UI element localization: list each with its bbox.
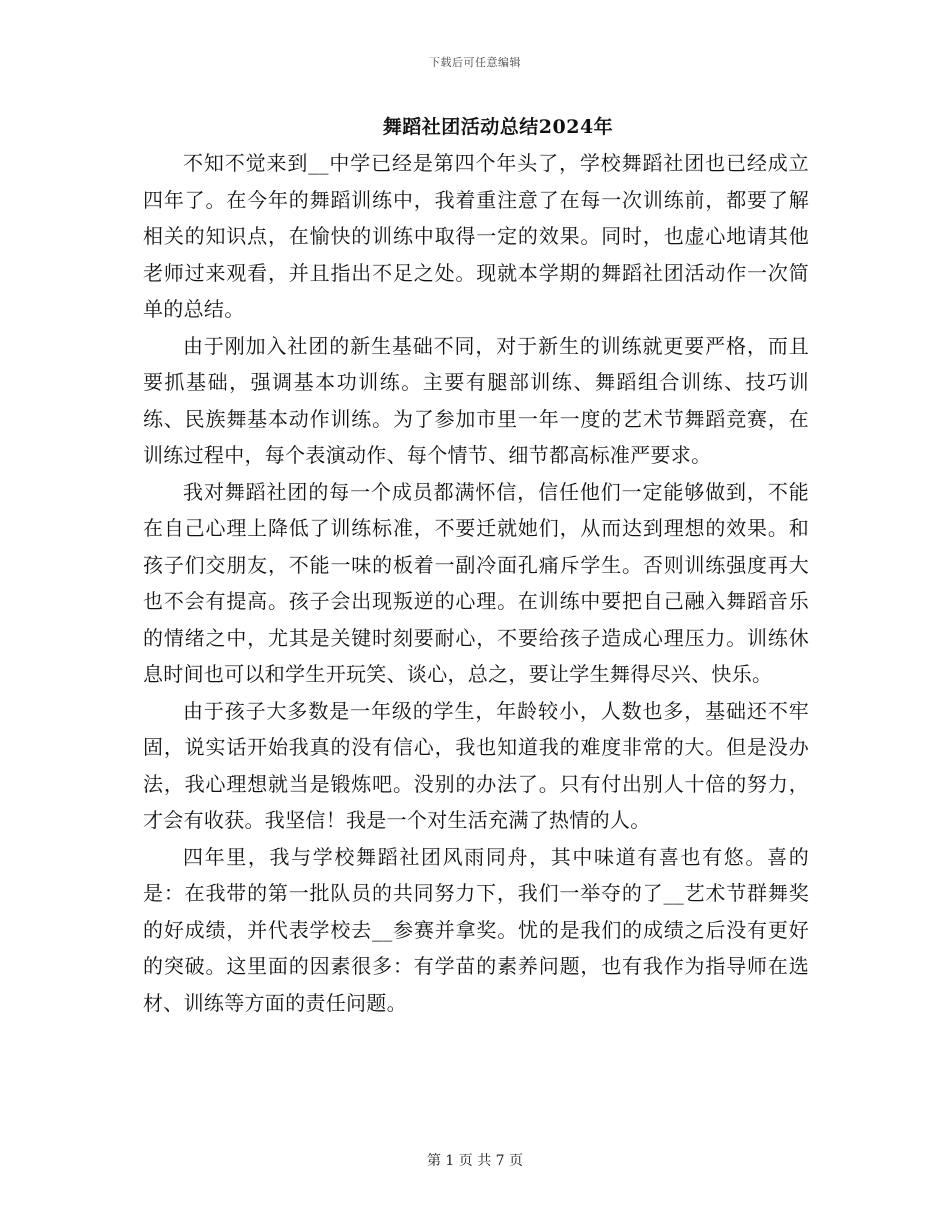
header-note: 下载后可任意编辑: [429, 56, 521, 69]
paragraph: 我对舞蹈社团的每一个成员都满怀信，信任他们一定能够做到，不能在自己心理上降低了训练标准，不要迁就她们，从而达到理想的效果。和孩子们交朋友，不能一味的板着一副冷面孔痛斥学生。否则训练强度再大也不会有提高。孩子会出现叛逆的心理。在训练中要把自己融入舞蹈音乐的情绪之中，尤其是关键时刻要耐心，不要给孩子造成心理压力。训练休息时间也可以和学生开玩笑、谈心，总之，要让学生舞得尽兴、快乐。: [143, 479, 809, 686]
paragraph: 不知不觉来到__中学已经是第四个年头了，学校舞蹈社团也已经成立四年了。在今年的舞蹈训练中，我着重注意了在每一次训练前，都要了解相关的知识点，在愉快的训练中取得一定的效果。同时，也虚心地请其他老师过来观看，并且指出不足之处。现就本学期的舞蹈社团活动作一次简单的总结。: [143, 151, 809, 321]
document-title: 舞蹈社团活动总结2024年: [382, 116, 614, 138]
paragraph: 四年里，我与学校舞蹈社团风雨同舟，其中味道有喜也有悠。喜的是：在我带的第一批队员的共同努力下，我们一举夺的了__艺术节群舞奖的好成绩，并代表学校去__参赛并拿奖。忧的是我们的成绩之后没有更好的突破。这里面的因素很多：有学苗的素养问题，也有我作为指导师在选材、训练等方面的责任问题。: [143, 844, 809, 1015]
document-body: [143, 145, 809, 1021]
paragraph: 由于刚加入社团的新生基础不同，对于新生的训练就更要严格，而且要抓基础，强调基本功训练。主要有腿部训练、舞蹈组合训练、技巧训练、民族舞基本动作训练。为了参加市里一年一度的艺术节舞蹈竞赛，在训练过程中，每个表演动作、每个情节、细节都高标准严要求。: [143, 333, 809, 467]
paragraph: 由于孩子大多数是一年级的学生，年龄较小，人数也多，基础还不牢固，说实话开始我真的没有信心，我也知道我的难度非常的大。但是没办法，我心理想就当是锻炼吧。没别的办法了。只有付出别人十倍的努力，才会有收获。我坚信！我是一个对生活充满了热情的人。: [143, 698, 809, 832]
page-number: 第 1 页 共 7 页: [426, 1153, 524, 1169]
